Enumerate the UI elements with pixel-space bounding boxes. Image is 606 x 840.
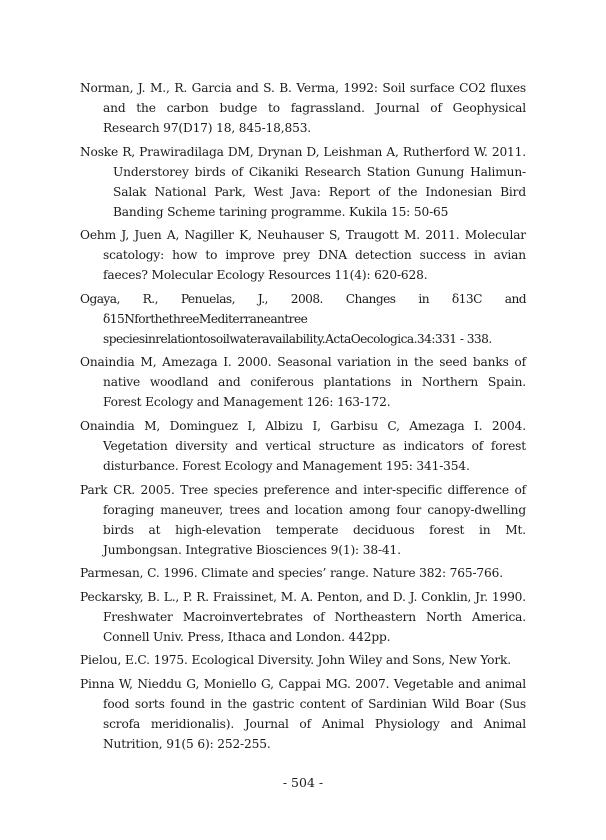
reference-entry: Pinna W, Nieddu G, Moniello G, Cappai MG. 2007. Vegetable and animal food sorts found in the gastric content of Sardinian Wild Boar (Sus scrofa meridionalis). Journal of Animal Physiology and Animal Nutrition, 91(5 6): 252-255. [80, 676, 526, 751]
reference-entry: Pielou, E.C. 1975. Ecological Diversity. John Wiley and Sons, New York. [80, 653, 511, 668]
reference-entry: Noske R, Prawiradilaga DM, Drynan D, Leishman A, Rutherford W. 2011. Understorey birds of Cikaniki Research Station Gunung Halimun-Salak National Park, West Java: Report of the Indonesian Bird Banding Scheme tarining programme. Kukila 15: 50-65 [80, 144, 526, 219]
page-number: - 504 - [282, 775, 324, 790]
reference-entry: Ogaya, R., Penuelas, J., 2008. Changes in δ13C and δ15NforthethreeMediterraneantree speciesinrelationtosoilwateravailability.ActaOecologica.34:331 - 338. [80, 291, 526, 346]
reference-entry: Onaindia M, Amezaga I. 2000. Seasonal variation in the seed banks of native woodland and coniferous plantations in Northern Spain. Forest Ecology and Management 126: 163-172. [80, 355, 526, 410]
reference-entry: Norman, J. M., R. Garcia and S. B. Verma, 1992: Soil surface CO2 fluxes and the carbon budge to fagrassland. Journal of Geophysical Research 97(D17) 18, 845-18,853. [80, 81, 526, 135]
reference-entry: Onaindia M, Dominguez I, Albizu I, Garbisu C, Amezaga I. 2004. Vegetation diversity and vertical structure as indicators of forest disturbance. Forest Ecology and Management 195: 341-354. [80, 418, 526, 473]
reference-entry: Park CR. 2005. Tree species preference and inter-specific difference of foraging maneuver, trees and location among four canopy-dwelling birds at high-elevation temperate deciduous forest in Mt. Jumbongsan. Integrative Biosciences 9(1): 38-41. [80, 482, 526, 557]
reference-list [80, 78, 526, 758]
reference-entry: Peckarsky, B. L., P. R. Fraissinet, M. A. Penton, and D. J. Conklin, Jr. 1990. Freshwater Macroinvertebrates of Northeastern North America. Connell Univ. Press, Ithaca and London. 442pp. [80, 589, 526, 644]
reference-entry: Parmesan, C. 1996. Climate and species’ range. Nature 382: 765-766. [80, 566, 503, 581]
reference-entry: Oehm J, Juen A, Nagiller K, Neuhauser S, Traugott M. 2011. Molecular scatology: how to improve prey DNA detection success in avian faeces? Molecular Ecology Resources 11(4): 620-628. [80, 228, 526, 283]
